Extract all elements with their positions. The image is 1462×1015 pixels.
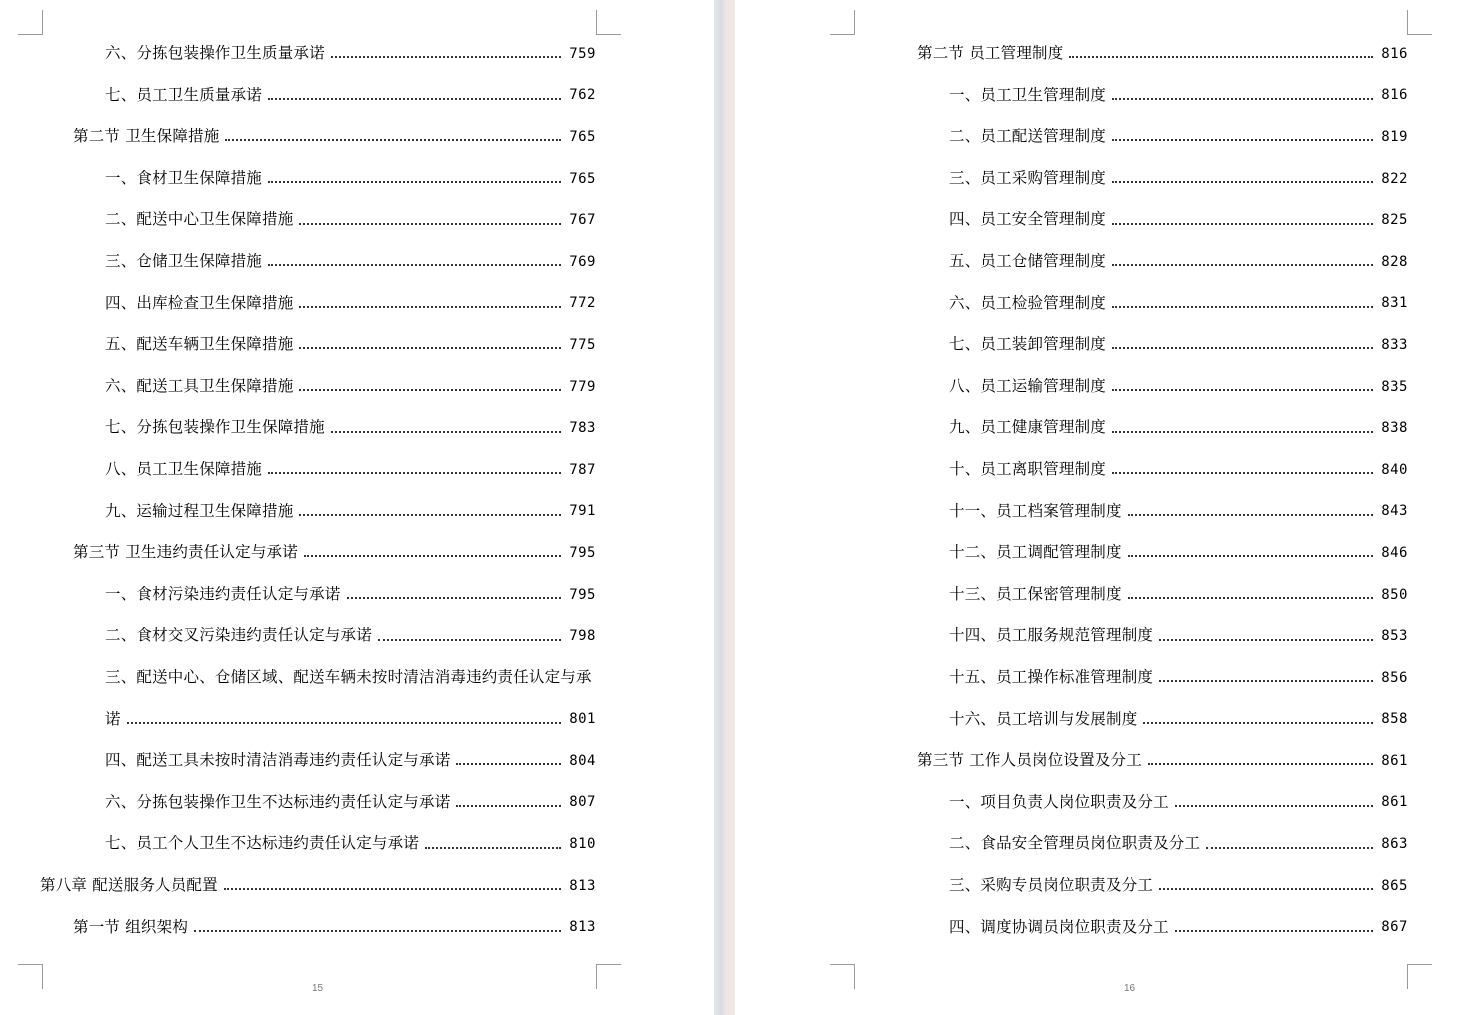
toc-entry[interactable] bbox=[40, 532, 596, 574]
table-of-contents bbox=[40, 33, 596, 948]
toc-entry-page: 865 bbox=[1381, 877, 1408, 894]
toc-entry-page: 816 bbox=[1381, 87, 1408, 104]
toc-entry[interactable] bbox=[884, 532, 1408, 574]
toc-entry[interactable] bbox=[40, 491, 596, 533]
toc-entry-page: 856 bbox=[1381, 669, 1408, 686]
toc-leader-dots bbox=[1143, 721, 1373, 724]
toc-entry-title: 三、仓储卫生保障措施 bbox=[105, 252, 263, 271]
toc-leader-dots bbox=[1148, 762, 1373, 765]
toc-entry-page: 767 bbox=[569, 212, 596, 229]
toc-entry-title: 第一节 组织架构 bbox=[73, 917, 189, 936]
toc-entry-title: 二、员工配送管理制度 bbox=[949, 127, 1107, 146]
toc-entry-title: 十、员工离职管理制度 bbox=[949, 459, 1107, 478]
toc-leader-dots bbox=[1112, 97, 1373, 100]
toc-entry-page: 819 bbox=[1381, 128, 1408, 145]
toc-entry-page: 798 bbox=[569, 628, 596, 645]
toc-entry[interactable] bbox=[40, 740, 596, 782]
toc-entry-page: 840 bbox=[1381, 461, 1408, 478]
toc-entry-page: 833 bbox=[1381, 336, 1408, 353]
toc-leader-dots bbox=[1112, 430, 1373, 433]
toc-leader-dots bbox=[225, 138, 561, 141]
toc-entry[interactable] bbox=[40, 324, 596, 366]
toc-entry[interactable] bbox=[884, 241, 1408, 283]
toc-entry[interactable] bbox=[884, 158, 1408, 200]
toc-entry-title: 五、员工仓储管理制度 bbox=[949, 252, 1107, 271]
toc-entry-page: 861 bbox=[1381, 794, 1408, 811]
toc-leader-dots bbox=[1175, 929, 1373, 932]
toc-entry-page: 791 bbox=[569, 503, 596, 520]
toc-entry-page: 863 bbox=[1381, 836, 1408, 853]
toc-entry-title: 九、员工健康管理制度 bbox=[949, 418, 1107, 437]
toc-entry-page: 779 bbox=[569, 378, 596, 395]
toc-leader-dots bbox=[347, 596, 562, 599]
page-number: 15 bbox=[312, 983, 324, 994]
toc-leader-dots bbox=[299, 513, 561, 516]
toc-entry-page: 813 bbox=[569, 919, 596, 936]
page-gutter bbox=[714, 0, 735, 1015]
toc-leader-dots bbox=[378, 638, 561, 641]
toc-entry[interactable] bbox=[884, 906, 1408, 948]
toc-entry-title: 七、分拣包装操作卫生保障措施 bbox=[105, 418, 325, 437]
toc-entry[interactable] bbox=[884, 33, 1408, 75]
toc-entry-page: 772 bbox=[569, 295, 596, 312]
toc-leader-dots bbox=[268, 263, 561, 266]
toc-entry[interactable] bbox=[884, 491, 1408, 533]
toc-entry-page: 867 bbox=[1381, 919, 1408, 936]
page-number: 16 bbox=[1124, 983, 1136, 994]
toc-entry-page: 810 bbox=[569, 836, 596, 853]
toc-entry[interactable] bbox=[40, 199, 596, 241]
toc-entry-page: 762 bbox=[569, 87, 596, 104]
toc-entry-title: 十三、员工保密管理制度 bbox=[949, 584, 1122, 603]
document-page-left bbox=[0, 0, 714, 1015]
toc-entry[interactable] bbox=[40, 449, 596, 491]
toc-entry-title: 四、调度协调员岗位职责及分工 bbox=[949, 917, 1169, 936]
toc-entry-title: 二、配送中心卫生保障措施 bbox=[105, 210, 294, 229]
toc-entry-page: 759 bbox=[569, 45, 596, 62]
toc-leader-dots bbox=[1112, 305, 1373, 308]
toc-entry-title: 三、采购专员岗位职责及分工 bbox=[949, 875, 1154, 894]
toc-entry[interactable] bbox=[40, 75, 596, 117]
toc-entry-title: 六、分拣包装操作卫生质量承诺 bbox=[105, 44, 325, 63]
toc-entry-title: 十二、员工调配管理制度 bbox=[949, 543, 1122, 562]
toc-leader-dots bbox=[268, 180, 561, 183]
toc-entry-title: 七、员工卫生质量承诺 bbox=[105, 85, 263, 104]
toc-leader-dots bbox=[299, 305, 561, 308]
toc-leader-dots bbox=[268, 471, 561, 474]
crop-mark-top-right bbox=[596, 10, 621, 35]
toc-entry[interactable] bbox=[884, 657, 1408, 699]
toc-leader-dots bbox=[299, 346, 561, 349]
toc-entry-title: 第三节 卫生违约责任认定与承诺 bbox=[73, 543, 298, 562]
toc-entry[interactable] bbox=[40, 699, 596, 741]
toc-entry-page: 822 bbox=[1381, 170, 1408, 187]
toc-entry[interactable] bbox=[884, 615, 1408, 657]
toc-entry[interactable] bbox=[40, 823, 596, 865]
toc-entry[interactable] bbox=[40, 615, 596, 657]
toc-entry[interactable] bbox=[884, 823, 1408, 865]
toc-entry[interactable] bbox=[884, 407, 1408, 449]
toc-entry-page: 828 bbox=[1381, 253, 1408, 270]
toc-leader-dots bbox=[1112, 346, 1373, 349]
toc-leader-dots bbox=[1175, 804, 1373, 807]
toc-entry-title: 一、食材卫生保障措施 bbox=[105, 168, 263, 187]
toc-leader-dots bbox=[268, 97, 561, 100]
toc-entry-title: 二、食材交叉污染违约责任认定与承诺 bbox=[105, 626, 372, 645]
crop-mark-top-right bbox=[1407, 10, 1432, 35]
toc-entry-page: 838 bbox=[1381, 420, 1408, 437]
toc-entry[interactable] bbox=[884, 324, 1408, 366]
toc-entry-title: 三、员工采购管理制度 bbox=[949, 168, 1107, 187]
toc-entry-title: 四、出库检查卫生保障措施 bbox=[105, 293, 294, 312]
toc-entry-title: 二、食品安全管理员岗位职责及分工 bbox=[949, 834, 1201, 853]
toc-entry-title: 四、员工安全管理制度 bbox=[949, 210, 1107, 229]
toc-entry[interactable] bbox=[884, 199, 1408, 241]
toc-entry[interactable] bbox=[884, 366, 1408, 408]
toc-leader-dots bbox=[1159, 638, 1373, 641]
toc-entry[interactable] bbox=[884, 699, 1408, 741]
toc-entry-page: 775 bbox=[569, 336, 596, 353]
toc-entry[interactable] bbox=[40, 283, 596, 325]
toc-entry[interactable] bbox=[884, 75, 1408, 117]
crop-mark-bottom-right bbox=[1407, 964, 1432, 989]
toc-entry-title: 十四、员工服务规范管理制度 bbox=[949, 626, 1154, 645]
toc-entry-page: 795 bbox=[569, 544, 596, 561]
toc-entry-title: 六、员工检验管理制度 bbox=[949, 293, 1107, 312]
toc-entry-title: 十五、员工操作标准管理制度 bbox=[949, 667, 1154, 686]
toc-entry-title: 五、配送车辆卫生保障措施 bbox=[105, 335, 294, 354]
toc-entry-title: 一、食材污染违约责任认定与承诺 bbox=[105, 584, 341, 603]
toc-leader-dots bbox=[1112, 222, 1373, 225]
toc-leader-dots bbox=[1069, 55, 1373, 58]
toc-entry-page: 861 bbox=[1381, 752, 1408, 769]
toc-leader-dots bbox=[1112, 471, 1373, 474]
toc-entry-title: 六、分拣包装操作卫生不达标违约责任认定与承诺 bbox=[105, 792, 451, 811]
toc-entry[interactable] bbox=[40, 782, 596, 824]
toc-entry-title: 第二节 员工管理制度 bbox=[917, 44, 1064, 63]
crop-mark-top-left bbox=[830, 10, 855, 35]
toc-leader-dots bbox=[1112, 263, 1373, 266]
toc-entry[interactable] bbox=[40, 241, 596, 283]
toc-entry-page: 787 bbox=[569, 461, 596, 478]
toc-entry-title: 十一、员工档案管理制度 bbox=[949, 501, 1122, 520]
toc-entry-page: 858 bbox=[1381, 711, 1408, 728]
toc-leader-dots bbox=[1159, 679, 1373, 682]
toc-leader-dots bbox=[1112, 388, 1373, 391]
toc-entry-page: 801 bbox=[569, 711, 596, 728]
crop-mark-bottom-left bbox=[18, 964, 43, 989]
toc-entry-title: 九、运输过程卫生保障措施 bbox=[105, 501, 294, 520]
toc-entry-page: 831 bbox=[1381, 295, 1408, 312]
toc-entry[interactable] bbox=[884, 574, 1408, 616]
toc-entry-page: 835 bbox=[1381, 378, 1408, 395]
toc-entry-page: 813 bbox=[569, 877, 596, 894]
toc-entry-title: 八、员工卫生保障措施 bbox=[105, 459, 263, 478]
toc-entry[interactable] bbox=[884, 740, 1408, 782]
toc-leader-dots bbox=[1206, 846, 1373, 849]
toc-leader-dots bbox=[1128, 513, 1374, 516]
toc-entry-title: 诺 bbox=[105, 709, 121, 728]
toc-leader-dots bbox=[304, 554, 561, 557]
toc-entry[interactable] bbox=[40, 657, 596, 699]
toc-leader-dots bbox=[299, 388, 561, 391]
toc-entry-title: 一、员工卫生管理制度 bbox=[949, 85, 1107, 104]
toc-entry[interactable] bbox=[884, 449, 1408, 491]
toc-entry-page: 795 bbox=[569, 586, 596, 603]
toc-leader-dots bbox=[299, 222, 561, 225]
toc-entry-page: 807 bbox=[569, 794, 596, 811]
toc-leader-dots bbox=[194, 929, 561, 932]
toc-entry-page: 804 bbox=[569, 752, 596, 769]
toc-entry-title: 七、员工个人卫生不达标违约责任认定与承诺 bbox=[105, 834, 420, 853]
toc-entry-page: 816 bbox=[1381, 45, 1408, 62]
toc-entry-title: 六、配送工具卫生保障措施 bbox=[105, 376, 294, 395]
toc-entry-title: 四、配送工具未按时清洁消毒违约责任认定与承诺 bbox=[105, 751, 451, 770]
toc-entry[interactable] bbox=[884, 782, 1408, 824]
toc-entry[interactable] bbox=[884, 283, 1408, 325]
toc-entry[interactable] bbox=[40, 158, 596, 200]
toc-entry-page: 846 bbox=[1381, 544, 1408, 561]
toc-entry[interactable] bbox=[884, 865, 1408, 907]
toc-entry[interactable] bbox=[40, 407, 596, 449]
toc-entry[interactable] bbox=[40, 366, 596, 408]
toc-leader-dots bbox=[1159, 887, 1373, 890]
toc-entry-title: 第二节 卫生保障措施 bbox=[73, 127, 220, 146]
document-page-right bbox=[735, 0, 1462, 1015]
toc-leader-dots bbox=[1128, 596, 1374, 599]
toc-leader-dots bbox=[127, 721, 562, 724]
toc-leader-dots bbox=[1112, 180, 1373, 183]
toc-entry-page: 765 bbox=[569, 170, 596, 187]
toc-entry-page: 850 bbox=[1381, 586, 1408, 603]
toc-entry[interactable] bbox=[40, 116, 596, 158]
toc-entry-title: 第三节 工作人员岗位设置及分工 bbox=[917, 751, 1142, 770]
crop-mark-bottom-left bbox=[830, 964, 855, 989]
toc-entry[interactable] bbox=[40, 865, 596, 907]
toc-entry-title: 第八章 配送服务人员配置 bbox=[40, 875, 218, 894]
toc-leader-dots bbox=[456, 762, 561, 765]
toc-leader-dots bbox=[1128, 554, 1374, 557]
toc-entry-page: 853 bbox=[1381, 628, 1408, 645]
toc-entry-page: 825 bbox=[1381, 212, 1408, 229]
toc-leader-dots bbox=[331, 55, 561, 58]
toc-leader-dots bbox=[224, 887, 561, 890]
toc-entry-page: 769 bbox=[569, 253, 596, 270]
toc-entry-title: 三、配送中心、仓储区域、配送车辆未按时清洁消毒违约责任认定与承 bbox=[105, 667, 592, 686]
toc-entry-page: 843 bbox=[1381, 503, 1408, 520]
toc-entry[interactable] bbox=[884, 116, 1408, 158]
toc-entry-page: 783 bbox=[569, 420, 596, 437]
table-of-contents bbox=[884, 33, 1408, 948]
toc-entry-title: 十六、员工培训与发展制度 bbox=[949, 709, 1138, 728]
toc-leader-dots bbox=[425, 846, 561, 849]
toc-leader-dots bbox=[456, 804, 561, 807]
crop-mark-top-left bbox=[18, 10, 43, 35]
toc-leader-dots bbox=[1112, 138, 1373, 141]
toc-entry[interactable] bbox=[40, 574, 596, 616]
toc-entry[interactable] bbox=[40, 33, 596, 75]
toc-entry-page: 765 bbox=[569, 128, 596, 145]
toc-entry-title: 七、员工装卸管理制度 bbox=[949, 335, 1107, 354]
toc-leader-dots bbox=[331, 430, 561, 433]
toc-entry-title: 一、项目负责人岗位职责及分工 bbox=[949, 792, 1169, 811]
toc-entry[interactable] bbox=[40, 906, 596, 948]
crop-mark-bottom-right bbox=[596, 964, 621, 989]
toc-entry-title: 八、员工运输管理制度 bbox=[949, 376, 1107, 395]
